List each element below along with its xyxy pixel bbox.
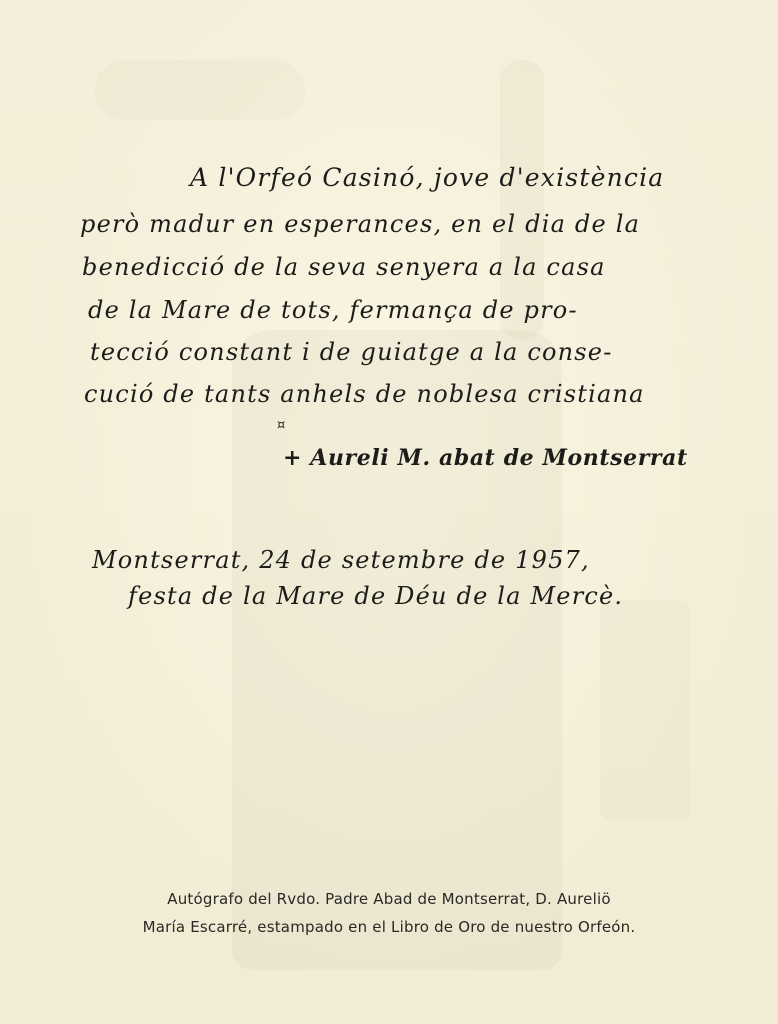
letter-line-5: tecció constant i de guiatge a la conse- <box>90 338 613 366</box>
letter-line-3: benedicció de la seva senyera a la casa <box>82 253 606 281</box>
bleed-through-shape <box>95 60 305 120</box>
bleed-through-shape <box>600 600 690 820</box>
letter-line-2: però madur en esperances, en el dia de la <box>80 210 641 238</box>
small-flourish-mark: ¤ <box>277 418 286 433</box>
dateline-line-1: Montserrat, 24 de setembre de 1957, <box>92 546 590 574</box>
letter-line-1: A l'Orfeó Casinó, jove d'existència <box>190 163 665 192</box>
letter-line-4: de la Mare de tots, fermança de pro- <box>88 296 578 324</box>
caption-line-1: Autógrafo del Rvdo. Padre Abad de Montserrat, D. Aureliö <box>167 890 611 908</box>
abbot-signature: + Aureli M. abat de Montserrat <box>283 445 688 471</box>
caption-line-2: María Escarré, estampado en el Libro de Oro de nuestro Orfeón. <box>142 918 636 936</box>
letter-line-6: cució de tants anhels de noblesa cristiana <box>84 380 645 408</box>
dateline-line-2: festa de la Mare de Déu de la Mercè. <box>128 582 624 610</box>
